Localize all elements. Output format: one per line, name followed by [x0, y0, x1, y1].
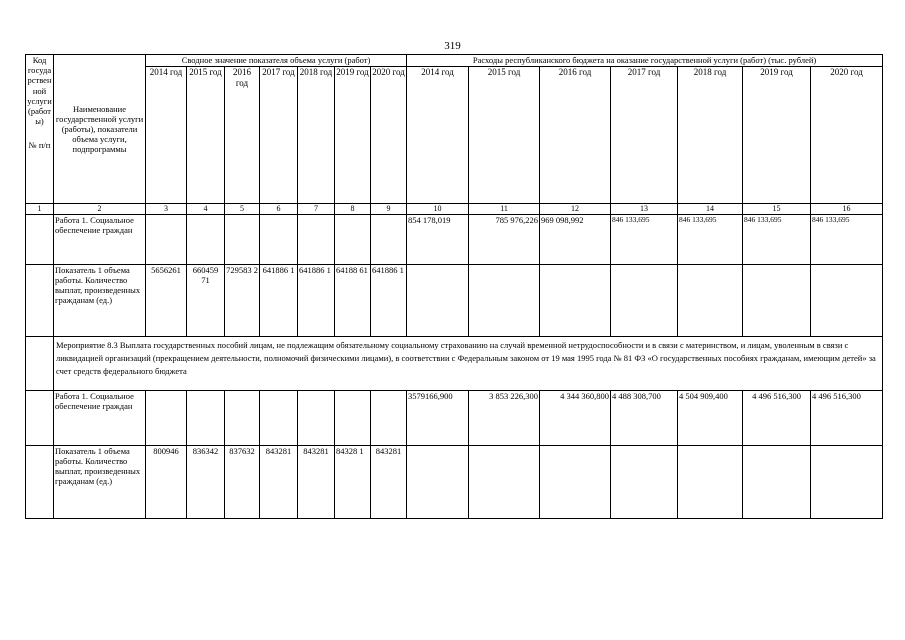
row-name: Работа 1. Социальное обеспечение граждан [54, 214, 146, 264]
table-cell-empty [540, 264, 611, 336]
volume-value: 660459 71 [187, 264, 225, 336]
measure-row [26, 336, 883, 390]
column-number: 10 [407, 204, 469, 215]
table-cell-empty [187, 390, 225, 445]
row-name: Показатель 1 объема работы. Количество выплат, произведенных гражданам (ед.) [54, 445, 146, 518]
table-row [26, 214, 883, 264]
table-cell-empty [187, 214, 225, 264]
table-cell-empty [371, 390, 407, 445]
volume-value: 837632 [225, 445, 260, 518]
budget-value: 846 133,695 [678, 214, 743, 264]
header-volume-group: Сводное значение показателя объема услуги (работ) [146, 55, 407, 67]
table-cell-empty [811, 445, 883, 518]
column-number: 6 [260, 204, 298, 215]
volume-value: 641886 1 [260, 264, 298, 336]
budget-value: 4 504 909,400 [678, 390, 743, 445]
budget-value: 846 133,695 [743, 214, 811, 264]
volume-value: 800946 [146, 445, 187, 518]
row-name: Показатель 1 объема работы. Количество выплат, произведенных гражданам (ед.) [54, 264, 146, 336]
table-cell-empty [469, 264, 540, 336]
budget-value: 3579166,900 [407, 390, 469, 445]
column-number: 11 [469, 204, 540, 215]
table-row [26, 445, 883, 518]
header-row-groups [26, 55, 883, 67]
column-number: 12 [540, 204, 611, 215]
column-number: 4 [187, 204, 225, 215]
volume-value: 5656261 [146, 264, 187, 336]
budget-value: 4 496 516,300 [743, 390, 811, 445]
column-number: 3 [146, 204, 187, 215]
volume-value: 843281 [371, 445, 407, 518]
table-cell-empty [540, 445, 611, 518]
header-bud-year: 2020 год [811, 67, 883, 204]
column-number: 16 [811, 204, 883, 215]
table-cell-empty [407, 264, 469, 336]
column-number: 9 [371, 204, 407, 215]
budget-value: 785 976,226 [469, 214, 540, 264]
table-cell-empty [26, 336, 54, 390]
table-cell-empty [26, 390, 54, 445]
budget-value: 4 344 360,800 [540, 390, 611, 445]
column-number: 15 [743, 204, 811, 215]
volume-value: 641886 1 [298, 264, 335, 336]
header-vol-year: 2014 год [146, 67, 187, 204]
table-cell-empty [260, 390, 298, 445]
column-number: 2 [54, 204, 146, 215]
table-cell-empty [26, 214, 54, 264]
header-code-sign: № п/п [28, 140, 51, 151]
volume-value: 843281 [298, 445, 335, 518]
table-cell-empty [811, 264, 883, 336]
header-name: Наименование государственной услуги (работы), показатели объема услуги, подпрограммы [54, 55, 146, 204]
volume-value: 84328 1 [335, 445, 371, 518]
table-cell-empty [335, 390, 371, 445]
header-row-years [26, 67, 883, 204]
budget-value: 854 178,019 [407, 214, 469, 264]
table-cell-empty [678, 264, 743, 336]
table-row [26, 390, 883, 445]
budget-value: 846 133,695 [611, 214, 678, 264]
header-vol-year: 2015 год [187, 67, 225, 204]
budget-table [25, 54, 883, 519]
budget-value: 4 496 516,300 [811, 390, 883, 445]
measure-description: Мероприятие 8.3 Выплата государственных пособий лицам, не подлежащим обязательному социальному страхованию на случай временной нетрудоспособности и в связи с материнством, и лицам, уволенным в связи с ликвидацией организаций (прекращением деятельности, полномочий физическими лицами), в соответствии с Федеральным законом от 19 мая 1995 года № 81 ФЗ «О государственных пособиях гражданам, имеющим детей» за счет средств федерального бюджета [54, 336, 883, 390]
table-cell-empty [260, 214, 298, 264]
table-cell-empty [743, 264, 811, 336]
column-number: 5 [225, 204, 260, 215]
volume-value: 64188 61 [335, 264, 371, 336]
budget-value: 4 488 308,700 [611, 390, 678, 445]
table-cell-empty [146, 390, 187, 445]
table-cell-empty [611, 445, 678, 518]
table-cell-empty [743, 445, 811, 518]
table-cell-empty [407, 445, 469, 518]
column-number: 1 [26, 204, 54, 215]
table-cell-empty [298, 214, 335, 264]
page-number: 319 [444, 40, 461, 52]
budget-value: 3 853 226,300 [469, 390, 540, 445]
table-cell-empty [678, 445, 743, 518]
table-cell-empty [335, 214, 371, 264]
table-cell-empty [26, 445, 54, 518]
header-vol-year: 2018 год [298, 67, 335, 204]
table-cell-empty [146, 214, 187, 264]
header-bud-year: 2018 год [678, 67, 743, 204]
column-number: 8 [335, 204, 371, 215]
column-number: 14 [678, 204, 743, 215]
header-code-cell [26, 55, 54, 204]
header-bud-year: 2017 год [611, 67, 678, 204]
header-code: Код государственной услуги (работы) [27, 55, 52, 127]
budget-value: 969 098,992 [540, 214, 611, 264]
table-cell-empty [611, 264, 678, 336]
header-bud-year: 2014 год [407, 67, 469, 204]
header-vol-year: 2017 год [260, 67, 298, 204]
table-cell-empty [469, 445, 540, 518]
table-cell-empty [225, 390, 260, 445]
column-numbers-row [26, 204, 883, 215]
volume-value: 836342 [187, 445, 225, 518]
header-bud-year: 2016 год [540, 67, 611, 204]
column-number: 7 [298, 204, 335, 215]
header-vol-year: 2020 год [371, 67, 407, 204]
header-vol-year: 2019 год [335, 67, 371, 204]
volume-value: 729583 2 [225, 264, 260, 336]
header-bud-year: 2015 год [469, 67, 540, 204]
volume-value: 641886 1 [371, 264, 407, 336]
header-budget-group: Расходы республиканского бюджета на оказание государственной услуги (работ) (тыс. рублей) [407, 55, 883, 67]
row-name: Работа 1. Социальное обеспечение граждан [54, 390, 146, 445]
table-cell-empty [298, 390, 335, 445]
table-cell-empty [26, 264, 54, 336]
header-vol-year: 2016 год [225, 67, 260, 204]
table-row [26, 264, 883, 336]
budget-value: 846 133,695 [811, 214, 883, 264]
header-bud-year: 2019 год [743, 67, 811, 204]
table-cell-empty [371, 214, 407, 264]
table-cell-empty [225, 214, 260, 264]
column-number: 13 [611, 204, 678, 215]
volume-value: 843281 [260, 445, 298, 518]
